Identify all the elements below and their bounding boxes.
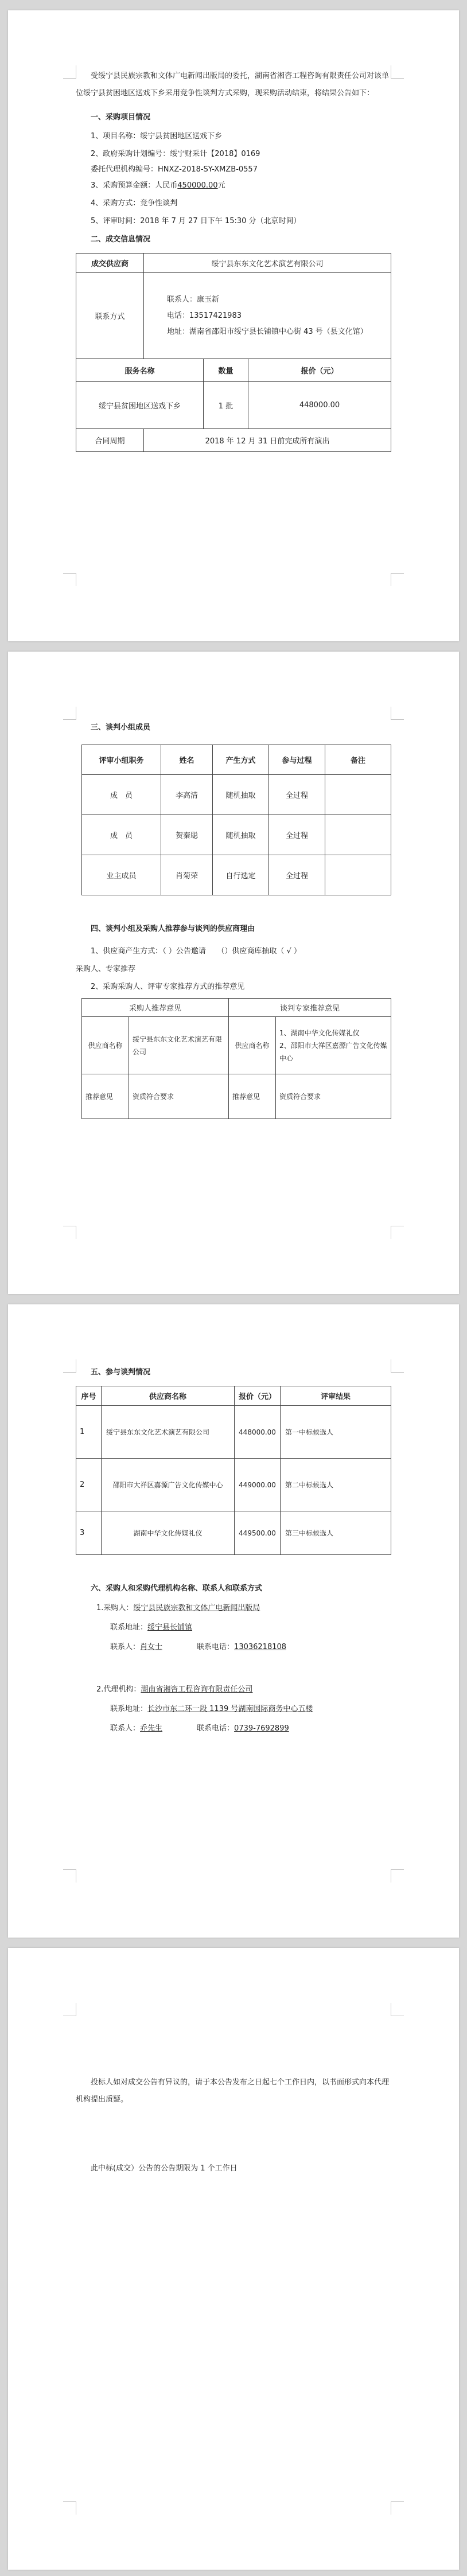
supplier-method-line: 1、供应商产生方式：（ ）公告邀请 （）供应商库抽取（ √ ） — [91, 947, 301, 956]
section-4-heading: 四、谈判小组及采购人推荐参与谈判的供应商理由 — [91, 925, 255, 933]
bid-price: 449500.00 — [235, 1511, 281, 1555]
bid-header: 序号 — [76, 1386, 102, 1406]
bid-supplier: 邵阳市大祥区嘉源广告文化传媒中心 — [102, 1459, 235, 1511]
supplier-method-line-cont: 采购人、专家推荐 — [76, 965, 136, 973]
notice-period: 此中标(成交）公告的公告期限为 1 个工作日 — [91, 2164, 238, 2173]
contact-label: 联系方式 — [76, 273, 144, 359]
rec-header-expert: 谈判专家推荐意见 — [229, 999, 391, 1017]
rec-supplier-label-2: 供应商名称 — [229, 1017, 276, 1074]
panel-role: 成 员 — [82, 775, 161, 815]
buyer-address-label: 联系地址： — [110, 1623, 148, 1632]
table-row — [76, 1459, 391, 1511]
table-row — [76, 1406, 391, 1459]
buyer-contact: 肖女士 — [140, 1643, 163, 1651]
supplier-label: 成交供应商 — [76, 254, 144, 273]
margin-mark — [63, 2003, 76, 2016]
svc-price: 448000.00 — [248, 382, 391, 429]
procurement-method: 4、采购方式：竞争性谈判 — [91, 199, 178, 208]
recommend-method-line: 2、采购采购人、评审专家推荐方式的推荐意见 — [91, 983, 245, 991]
buyer-contact-label: 联系人： — [110, 1643, 141, 1651]
margin-mark — [63, 65, 76, 79]
rec-reason-label: 推荐意见 — [82, 1074, 129, 1119]
rec-reason-value-2: 资质符合要求 — [276, 1074, 391, 1119]
plan-number: 2、政府采购计划编号：绥宁财采计【2018】0169 — [91, 150, 260, 158]
margin-mark — [391, 2003, 404, 2016]
panel-note — [325, 855, 391, 895]
panel-method: 随机抽取 — [213, 775, 269, 815]
agent-address: 长沙市东二环一段 1139 号湖南国际商务中心五楼 — [147, 1705, 313, 1713]
panel-method: 自行选定 — [213, 855, 269, 895]
margin-mark — [63, 1359, 76, 1373]
table-row — [76, 1511, 391, 1555]
contract-value: 2018 年 12 月 31 日前完成所有演出 — [144, 429, 391, 452]
bid-result: 第二中标候选人 — [281, 1459, 391, 1511]
contact-person: 联系人：康玉新 — [167, 295, 220, 304]
bid-price: 449000.00 — [235, 1459, 281, 1511]
agent-phone: 0739-7692899 — [234, 1724, 289, 1733]
bid-result: 第三中标候选人 — [281, 1511, 391, 1555]
panel-note — [325, 775, 391, 815]
rec-supplier-label: 供应商名称 — [82, 1017, 129, 1074]
margin-mark — [63, 707, 76, 720]
margin-mark — [391, 1226, 404, 1239]
agent-phone-label: 联系电话： — [197, 1724, 235, 1733]
margin-mark — [391, 1359, 404, 1373]
margin-mark — [391, 65, 404, 79]
bid-index: 2 — [76, 1459, 102, 1511]
document-page-3 — [8, 1304, 459, 1938]
contact-address: 地址：湖南省邵阳市绥宁县长铺镇中心街 43 号（县文化馆） — [167, 327, 368, 336]
budget-unit: 元 — [217, 181, 225, 190]
section-3-heading: 三、谈判小组成员 — [91, 723, 151, 732]
panel-header: 产生方式 — [213, 745, 269, 775]
bids-table — [76, 1386, 391, 1555]
bid-header: 评审结果 — [281, 1386, 391, 1406]
rec-reason-label-2: 推荐意见 — [229, 1074, 276, 1119]
contact-phone: 电话：13517421983 — [167, 311, 242, 320]
project-name: 1、项目名称：绥宁县贫困地区送戏下乡 — [91, 132, 223, 141]
agent-number: 委托代理机构编号：HNXZ-2018-SY-XMZB-0557 — [91, 165, 258, 174]
panel-role: 成 员 — [82, 815, 161, 855]
agent-contact-label: 联系人： — [110, 1724, 141, 1733]
objection-notice: 投标人如对成交公告有异议的，请于本公告发布之日起七个工作日内，以书面形式向本代理机构提出质疑。 — [76, 2078, 390, 2104]
rec-expert-item: 1、湖南中华文化传媒礼仪 — [279, 1028, 360, 1037]
rec-expert-list — [276, 1017, 391, 1074]
rec-supplier-value: 绥宁县东东文化艺术演艺有限公司 — [129, 1017, 229, 1074]
bid-supplier: 湖南中华文化传媒礼仪 — [102, 1511, 235, 1555]
panel-name: 李高清 — [161, 775, 213, 815]
contract-label: 合同周期 — [76, 429, 144, 452]
rec-header-buyer: 采购人推荐意见 — [82, 999, 229, 1017]
rec-expert-item: 2、邵阳市大祥区嘉源广告文化传媒中心 — [279, 1041, 387, 1062]
section-1-heading: 一、采购项目情况 — [91, 113, 151, 122]
table-row — [82, 815, 391, 855]
agent-line — [76, 1680, 391, 1700]
buyer-line — [76, 1599, 391, 1618]
svc-header-qty: 数量 — [204, 359, 248, 382]
document-page-4 — [8, 1948, 459, 2570]
deal-info-table — [76, 253, 391, 452]
panel-method: 随机抽取 — [213, 815, 269, 855]
buyer-phone-label: 联系电话： — [197, 1643, 235, 1651]
bid-result: 第一中标候选人 — [281, 1406, 391, 1459]
panel-table — [81, 745, 391, 895]
intro-paragraph: 受绥宁县民族宗教和文体广电新闻出版局的委托，湖南省湘咨工程咨询有限责任公司对该单位绥宁县贫困地区送戏下乡采用竞争性谈判方式采购，现采购活动结束，将结果公告如下： — [76, 72, 390, 98]
margin-mark — [63, 2501, 76, 2515]
buyer-address: 绥宁县长铺镇 — [147, 1623, 193, 1632]
buyer-label: 1.采购人： — [96, 1604, 134, 1612]
bid-index: 1 — [76, 1406, 102, 1459]
bid-supplier: 绥宁县东东文化艺术演艺有限公司 — [102, 1406, 235, 1459]
document-page-2 — [8, 652, 459, 1294]
margin-mark — [391, 707, 404, 720]
bid-header: 报价（元） — [235, 1386, 281, 1406]
panel-process: 全过程 — [269, 855, 325, 895]
margin-mark — [391, 573, 404, 586]
budget-line — [76, 177, 391, 194]
svc-qty: 1 批 — [204, 382, 248, 429]
section-5-heading: 五、参与谈判情况 — [91, 1368, 151, 1377]
panel-name: 贺秦聪 — [161, 815, 213, 855]
panel-process: 全过程 — [269, 815, 325, 855]
panel-header: 参与过程 — [269, 745, 325, 775]
section-2-heading: 二、成交信息情况 — [91, 235, 151, 244]
margin-mark — [63, 1226, 76, 1239]
margin-mark — [391, 1869, 404, 1883]
buyer-address-line — [76, 1618, 391, 1638]
agent-contact-line — [76, 1719, 391, 1739]
contact-details — [144, 273, 391, 359]
supplier-name: 绥宁县东东文化艺术演艺有限公司 — [144, 254, 391, 273]
agent-name: 湖南省湘咨工程咨询有限责任公司 — [141, 1685, 253, 1694]
panel-header: 评审小组职务 — [82, 745, 161, 775]
review-time: 5、评审时间：2018 年 7 月 27 日下午 15:30 分（北京时间） — [91, 217, 301, 225]
agent-address-label: 联系地址： — [110, 1705, 148, 1713]
budget-amount: 450000.00 — [177, 181, 218, 190]
panel-header: 备注 — [325, 745, 391, 775]
panel-process: 全过程 — [269, 775, 325, 815]
buyer-name: 绥宁县民族宗教和文体广电新闻出版局 — [133, 1604, 260, 1612]
svc-header-price: 报价（元） — [248, 359, 391, 382]
recommendation-table — [81, 998, 391, 1119]
margin-mark — [391, 2501, 404, 2515]
panel-header: 姓名 — [161, 745, 213, 775]
bid-index: 3 — [76, 1511, 102, 1555]
buyer-contact-line — [76, 1638, 391, 1657]
document-page-1 — [8, 10, 459, 641]
agent-label: 2.代理机构： — [96, 1685, 141, 1694]
margin-mark — [63, 1869, 76, 1883]
svc-name: 绥宁县贫困地区送戏下乡 — [76, 382, 204, 429]
table-row — [82, 855, 391, 895]
panel-role: 业主成员 — [82, 855, 161, 895]
panel-name: 肖菊荣 — [161, 855, 213, 895]
bid-header: 供应商名称 — [102, 1386, 235, 1406]
section-6-heading: 六、采购人和采购代理机构名称、联系人和联系方式 — [91, 1584, 263, 1593]
buyer-phone: 13036218108 — [234, 1643, 287, 1651]
budget-label: 3、采购预算金额：人民币 — [91, 181, 178, 190]
agent-address-line — [76, 1700, 391, 1719]
bid-price: 448000.00 — [235, 1406, 281, 1459]
svc-header-name: 服务名称 — [76, 359, 204, 382]
table-row — [82, 775, 391, 815]
margin-mark — [63, 573, 76, 586]
rec-reason-value: 资质符合要求 — [129, 1074, 229, 1119]
panel-note — [325, 815, 391, 855]
agent-contact: 乔先生 — [140, 1724, 163, 1733]
